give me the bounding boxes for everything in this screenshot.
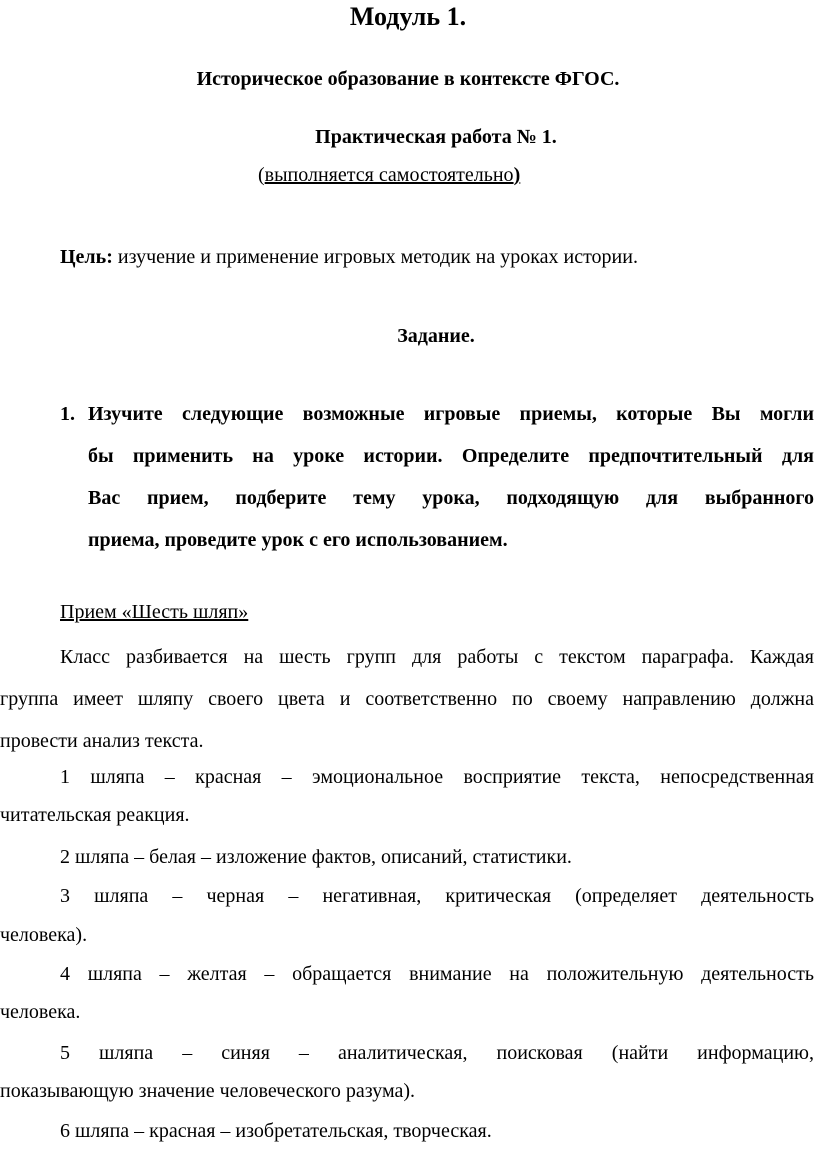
goal-paragraph — [60, 246, 638, 269]
module-subtitle: Историческое образование в контексте ФГОС. — [196, 68, 620, 90]
hat-4-continuation: человека. — [0, 1001, 81, 1023]
method-intro-line: провести анализ текста. — [0, 730, 204, 752]
hat-5-continuation: показывающую значение человеческого разума). — [0, 1080, 416, 1102]
task-item-line: Вас прием, подберите тему урока, подходящую для выбранного — [88, 487, 814, 509]
note-text: выполняется самостоятельно — [264, 164, 514, 186]
note-open-paren: ( — [258, 164, 265, 186]
hat-4-line: 4 шляпа – желтая – обращается внимание на положительную деятельность — [60, 963, 814, 985]
method-intro-line: группа имеет шляпу своего цвета и соответственно по своему направлению должна — [0, 688, 814, 710]
hat-5-line: 5 шляпа – синяя – аналитическая, поисковая (найти информацию, — [60, 1042, 814, 1064]
execution-note — [258, 164, 520, 187]
goal-label: Цель: — [60, 246, 113, 268]
task-item-line: Изучите следующие возможные игровые приемы, которые Вы могли — [88, 403, 814, 425]
task-item-number: 1. — [60, 403, 75, 425]
hat-3-continuation: человека). — [0, 924, 88, 946]
task-item-line: приема, проведите урок с его использованием. — [88, 529, 508, 551]
method-title: Прием «Шесть шляп» — [60, 601, 249, 623]
page-title: Модуль 1. — [349, 2, 467, 31]
goal-text: изучение и применение игровых методик на уроках истории. — [112, 246, 638, 268]
hat-2-line: 2 шляпа – белая – изложение фактов, описаний, статистики. — [60, 846, 572, 868]
hat-1-line: 1 шляпа – красная – эмоциональное восприятие текста, непосредственная — [60, 766, 814, 788]
practical-work-heading: Практическая работа № 1. — [315, 126, 557, 148]
note-close-paren: ) — [513, 164, 521, 186]
hat-6-line: 6 шляпа – красная – изобретательская, творческая. — [60, 1120, 492, 1142]
hat-3-line: 3 шляпа – черная – негативная, критическая (определяет деятельность — [60, 885, 814, 907]
hat-1-continuation: читательская реакция. — [0, 804, 190, 826]
method-intro-line: Класс разбивается на шесть групп для работы с текстом параграфа. Каждая — [60, 646, 814, 668]
task-heading: Задание. — [397, 325, 475, 347]
task-item-line: бы применить на уроке истории. Определите предпочтительный для — [88, 445, 814, 467]
